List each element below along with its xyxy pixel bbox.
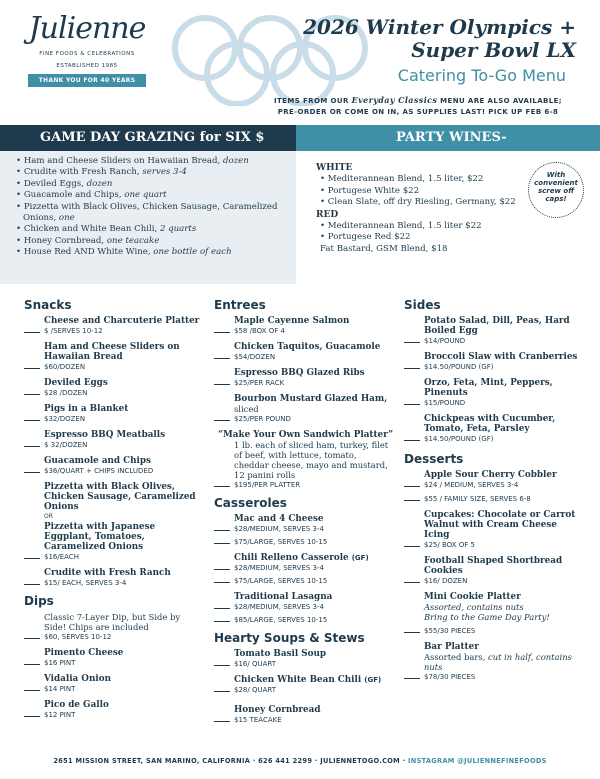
anniversary-badge: THANK YOU FOR 40 YEARS (28, 74, 146, 87)
item-name: Chicken White Bean Chili (GF) (234, 675, 382, 685)
menu-item (214, 553, 394, 586)
wine-item: • Mediterannean Blend, 1.5 liter $22 (320, 220, 482, 231)
item-price: $55/30 PIECES (404, 626, 584, 636)
menu-item (404, 316, 584, 346)
red-heading: RED (316, 209, 339, 220)
menu-item (24, 674, 204, 694)
list-item: • Guacamole and Chips, one quart (16, 190, 292, 201)
brand-name: Julienne (28, 11, 146, 46)
item-name: Maple Cayenne Salmon (234, 316, 350, 326)
item-price: $60, SERVES 10-12 (24, 632, 204, 642)
item-name: Traditional Lasagna (234, 592, 333, 602)
menu-item (404, 592, 584, 636)
item-price: $32/DOZEN (24, 414, 204, 424)
item-price: $16 PINT (24, 658, 204, 668)
menu-item (214, 675, 394, 695)
item-price: $25/ BOX OF 5 (404, 540, 584, 550)
item-price: $28/MEDIUM, SERVES 3-4 (214, 524, 394, 534)
item-name: Bar Platter (424, 642, 479, 652)
grazing-list (16, 156, 292, 259)
item-name: Chickpeas with Cucumber, Tomato, Feta, Parsley (424, 414, 556, 434)
list-item: • Pizzetta with Black Olives, Chicken Sausage, Caramelized Onions, one (16, 202, 292, 225)
item-price: $ /SERVES 10-12 (24, 326, 204, 336)
item-name: Mini Cookie Platter (424, 592, 521, 602)
section-heading-entrees: Entrees (214, 298, 266, 312)
item-description: 1 lb. each of sliced ham, turkey, filet of beef, with lettuce, tomato, cheddar cheese, mayo and mustard, 12 panini rolls (234, 440, 389, 480)
white-heading: WHITE (316, 163, 353, 173)
section-heading-desserts: Desserts (404, 452, 464, 466)
badge-line: convenient (534, 179, 578, 187)
item-price: $28/ QUART (214, 685, 394, 695)
menu-item (24, 404, 204, 424)
list-item: • Ham and Cheese Sliders on Hawaiian Bread, dozen (16, 156, 292, 167)
menu-item (404, 414, 584, 444)
notice-text (262, 95, 574, 118)
section-heading-snacks: Snacks (24, 298, 72, 312)
item-description: sliced (234, 404, 259, 414)
list-item: • Crudite with Fresh Ranch, serves 3-4 (16, 167, 292, 178)
item-name: Honey Cornbread (234, 705, 321, 715)
menu-item (24, 342, 204, 372)
screw-cap-badge (528, 162, 584, 218)
item-name: Tomato Basil Soup (234, 649, 327, 659)
menu-item (214, 430, 394, 490)
item-price: $78/30 PIECES (404, 672, 584, 682)
item-name: Cheese and Charcuterie Platter (44, 316, 200, 326)
menu-item (24, 456, 204, 476)
menu-item (24, 700, 204, 720)
section-heading-dips: Dips (24, 594, 54, 608)
wine-item: Fat Bastard, GSM Blend, $18 (320, 243, 448, 254)
menu-item (24, 316, 204, 336)
item-name: Apple Sour Cherry Cobbler (424, 470, 557, 480)
item-price: $14.50/POUND (GF) (404, 362, 584, 372)
item-name: Football Shaped Shortbread Cookies (424, 556, 563, 576)
item-name: Pizzetta with Japanese Eggplant, Tomatoes, Caramelized Onions (44, 522, 156, 552)
menu-item (214, 342, 394, 362)
item-name: Espresso BBQ Glazed Ribs (234, 368, 365, 378)
item-price: $24 / MEDIUM, SERVES 3-4 (404, 480, 584, 490)
item-price: $28/MEDIUM, SERVES 3-4 (214, 602, 394, 612)
item-description: Assorted bars, cut in half, contains nuts (424, 652, 572, 672)
section-heading-soups: Hearty Soups & Stews (214, 631, 365, 645)
notice-pickup: PRE-ORDER OR COME ON IN, AS SUPPLIES LAST! PICK UP FEB 6-8 (277, 108, 559, 116)
notice-part: ITEMS FROM OUR (274, 97, 352, 105)
menu-item (404, 556, 584, 586)
badge-line: screw off (537, 187, 575, 195)
item-name: Broccoli Slaw with Cranberries (424, 352, 578, 362)
menu-item (404, 352, 584, 372)
item-name: Pico de Gallo (44, 700, 109, 710)
menu-item (24, 568, 204, 588)
item-price: $ 32/DOZEN (24, 440, 204, 450)
wine-item: • Clean Slate, off dry Riesling, Germany, $22 (320, 197, 516, 208)
item-name: Pigs in a Blanket (44, 404, 129, 414)
item-price: $28 /DOZEN (24, 388, 204, 398)
list-item: • Chicken and White Bean Chili, 2 quarts (16, 224, 292, 235)
item-price: $195/PER PLATTER (214, 480, 394, 490)
item-price: $25/PER RACK (214, 378, 394, 388)
item-price: $15/ EACH, SERVES 3-4 (24, 578, 204, 588)
item-name: Chicken Taquitos, Guacamole (234, 342, 381, 352)
menu-item (214, 649, 394, 669)
section-heading-sides: Sides (404, 298, 441, 312)
wines-heading: PARTY WINES- (296, 125, 600, 151)
badge-line: With (546, 171, 566, 179)
list-item: • Deviled Eggs, dozen (16, 179, 292, 190)
wine-item: • Portugese White $22 (320, 185, 420, 196)
item-name: Vidalia Onion (44, 674, 111, 684)
item-price: $54/DOZEN (214, 352, 394, 362)
menu-item (214, 368, 394, 388)
page-title-line2: Super Bowl LX (411, 38, 576, 62)
menu-item (214, 394, 394, 424)
notice-part: MENU ARE ALSO AVAILABLE; (437, 97, 562, 105)
item-price: $85/LARGE, SERVES 10-15 (214, 615, 394, 625)
footer-address: 2651 MISSION STREET, SAN MARINO, CALIFORNIA · 626 441 2299 · JULIENNETOGO.COM · (53, 757, 408, 765)
item-price: $36/QUART + CHIPS INCLUDED (24, 466, 204, 476)
item-price: $14 PINT (24, 684, 204, 694)
item-name: Potato Salad, Dill, Peas, Hard Boiled Egg (424, 316, 570, 336)
menu-item (214, 705, 394, 725)
item-price: $15 TEACAKE (214, 715, 394, 725)
menu-item (214, 592, 394, 625)
column-entrees (214, 296, 394, 731)
item-price: $16/ DOZEN (404, 576, 584, 586)
page-title-line1: 2026 Winter Olympics + (303, 15, 576, 39)
item-description: Assorted, contains nuts (424, 602, 524, 612)
menu-item (24, 378, 204, 398)
item-price: $16/EACH (24, 552, 204, 562)
item-name: Ham and Cheese Sliders on Hawaiian Bread (44, 342, 180, 362)
wines-list (316, 162, 536, 256)
menu-item (214, 316, 394, 336)
item-name: Pizzetta with Black Olives, Chicken Sausage, Caramelized Onions (44, 482, 196, 512)
item-price: $75/LARGE, SERVES 10-15 (214, 537, 394, 547)
wine-item: • Portugese Red $22 (320, 232, 411, 243)
column-snacks-dips (24, 296, 204, 726)
item-price: $14/POUND (404, 336, 584, 346)
page-subtitle: Catering To-Go Menu (397, 66, 566, 85)
footer-instagram[interactable]: INSTAGRAM @JULIENNEFINEFOODS (408, 757, 547, 765)
badge-line: caps! (545, 195, 567, 203)
item-price: $60/DOZEN (24, 362, 204, 372)
list-item: • Honey Cornbread, one teacake (16, 236, 292, 247)
section-heading-casseroles: Casseroles (214, 496, 287, 510)
brand-established: ESTABLISHED 1985 (56, 63, 118, 69)
item-price: $25/PER POUND (214, 414, 394, 424)
item-description: Classic 7-Layer Dip, but Side by Side! Chips are included (44, 612, 181, 632)
item-name: Deviled Eggs (44, 378, 108, 388)
footer (0, 757, 600, 765)
menu-item (404, 642, 584, 682)
notice-emphasis: Everyday Classics (351, 95, 438, 105)
item-price: $14.50/POUND (GF) (404, 434, 584, 444)
item-price: $16/ QUART (214, 659, 394, 669)
item-name: Cupcakes: Chocolate or Carrot Walnut with Cream Cheese Icing (424, 510, 576, 540)
menu-item (404, 510, 584, 550)
or-separator: OR (44, 513, 53, 520)
logo (28, 12, 146, 87)
item-name: Mac and 4 Cheese (234, 514, 324, 524)
item-price: $58 /BOX OF 4 (214, 326, 394, 336)
item-price: $75/LARGE, SERVES 10-15 (214, 576, 394, 586)
column-sides-desserts (404, 296, 584, 688)
grazing-heading: GAME DAY GRAZING for SIX $ (0, 125, 296, 151)
menu-item (24, 482, 204, 562)
item-description: Bring to the Game Day Party! (424, 612, 550, 622)
item-name: Chili Relleno Casserole (GF) (234, 553, 369, 563)
item-name: Espresso BBQ Meatballs (44, 430, 166, 440)
item-name: Guacamole and Chips (44, 456, 151, 466)
item-price: $15/POUND (404, 398, 584, 408)
item-name: Crudite with Fresh Ranch (44, 568, 171, 578)
item-name: Pimento Cheese (44, 648, 124, 658)
item-name: Orzo, Feta, Mint, Peppers, Pinenuts (424, 378, 553, 398)
item-price: $55 / FAMILY SIZE, SERVES 6-8 (404, 494, 584, 504)
item-price: $28/MEDIUM, SERVES 3-4 (214, 563, 394, 573)
menu-item (24, 612, 204, 642)
item-name: Bourbon Mustard Glazed Ham, (234, 394, 388, 404)
menu-item (404, 378, 584, 408)
item-name: “Make Your Own Sandwich Platter” (218, 430, 394, 440)
menu-item (214, 514, 394, 547)
menu-item (24, 430, 204, 450)
item-price: $12 PINT (24, 710, 204, 720)
brand-tagline: FINE FOODS & CELEBRATIONS (39, 51, 135, 57)
menu-item (24, 648, 204, 668)
list-item: • House Red AND White Wine, one bottle of each (16, 247, 292, 258)
menu-item (404, 470, 584, 504)
wine-item: • Mediterannean Blend, 1.5 liter, $22 (320, 174, 484, 184)
